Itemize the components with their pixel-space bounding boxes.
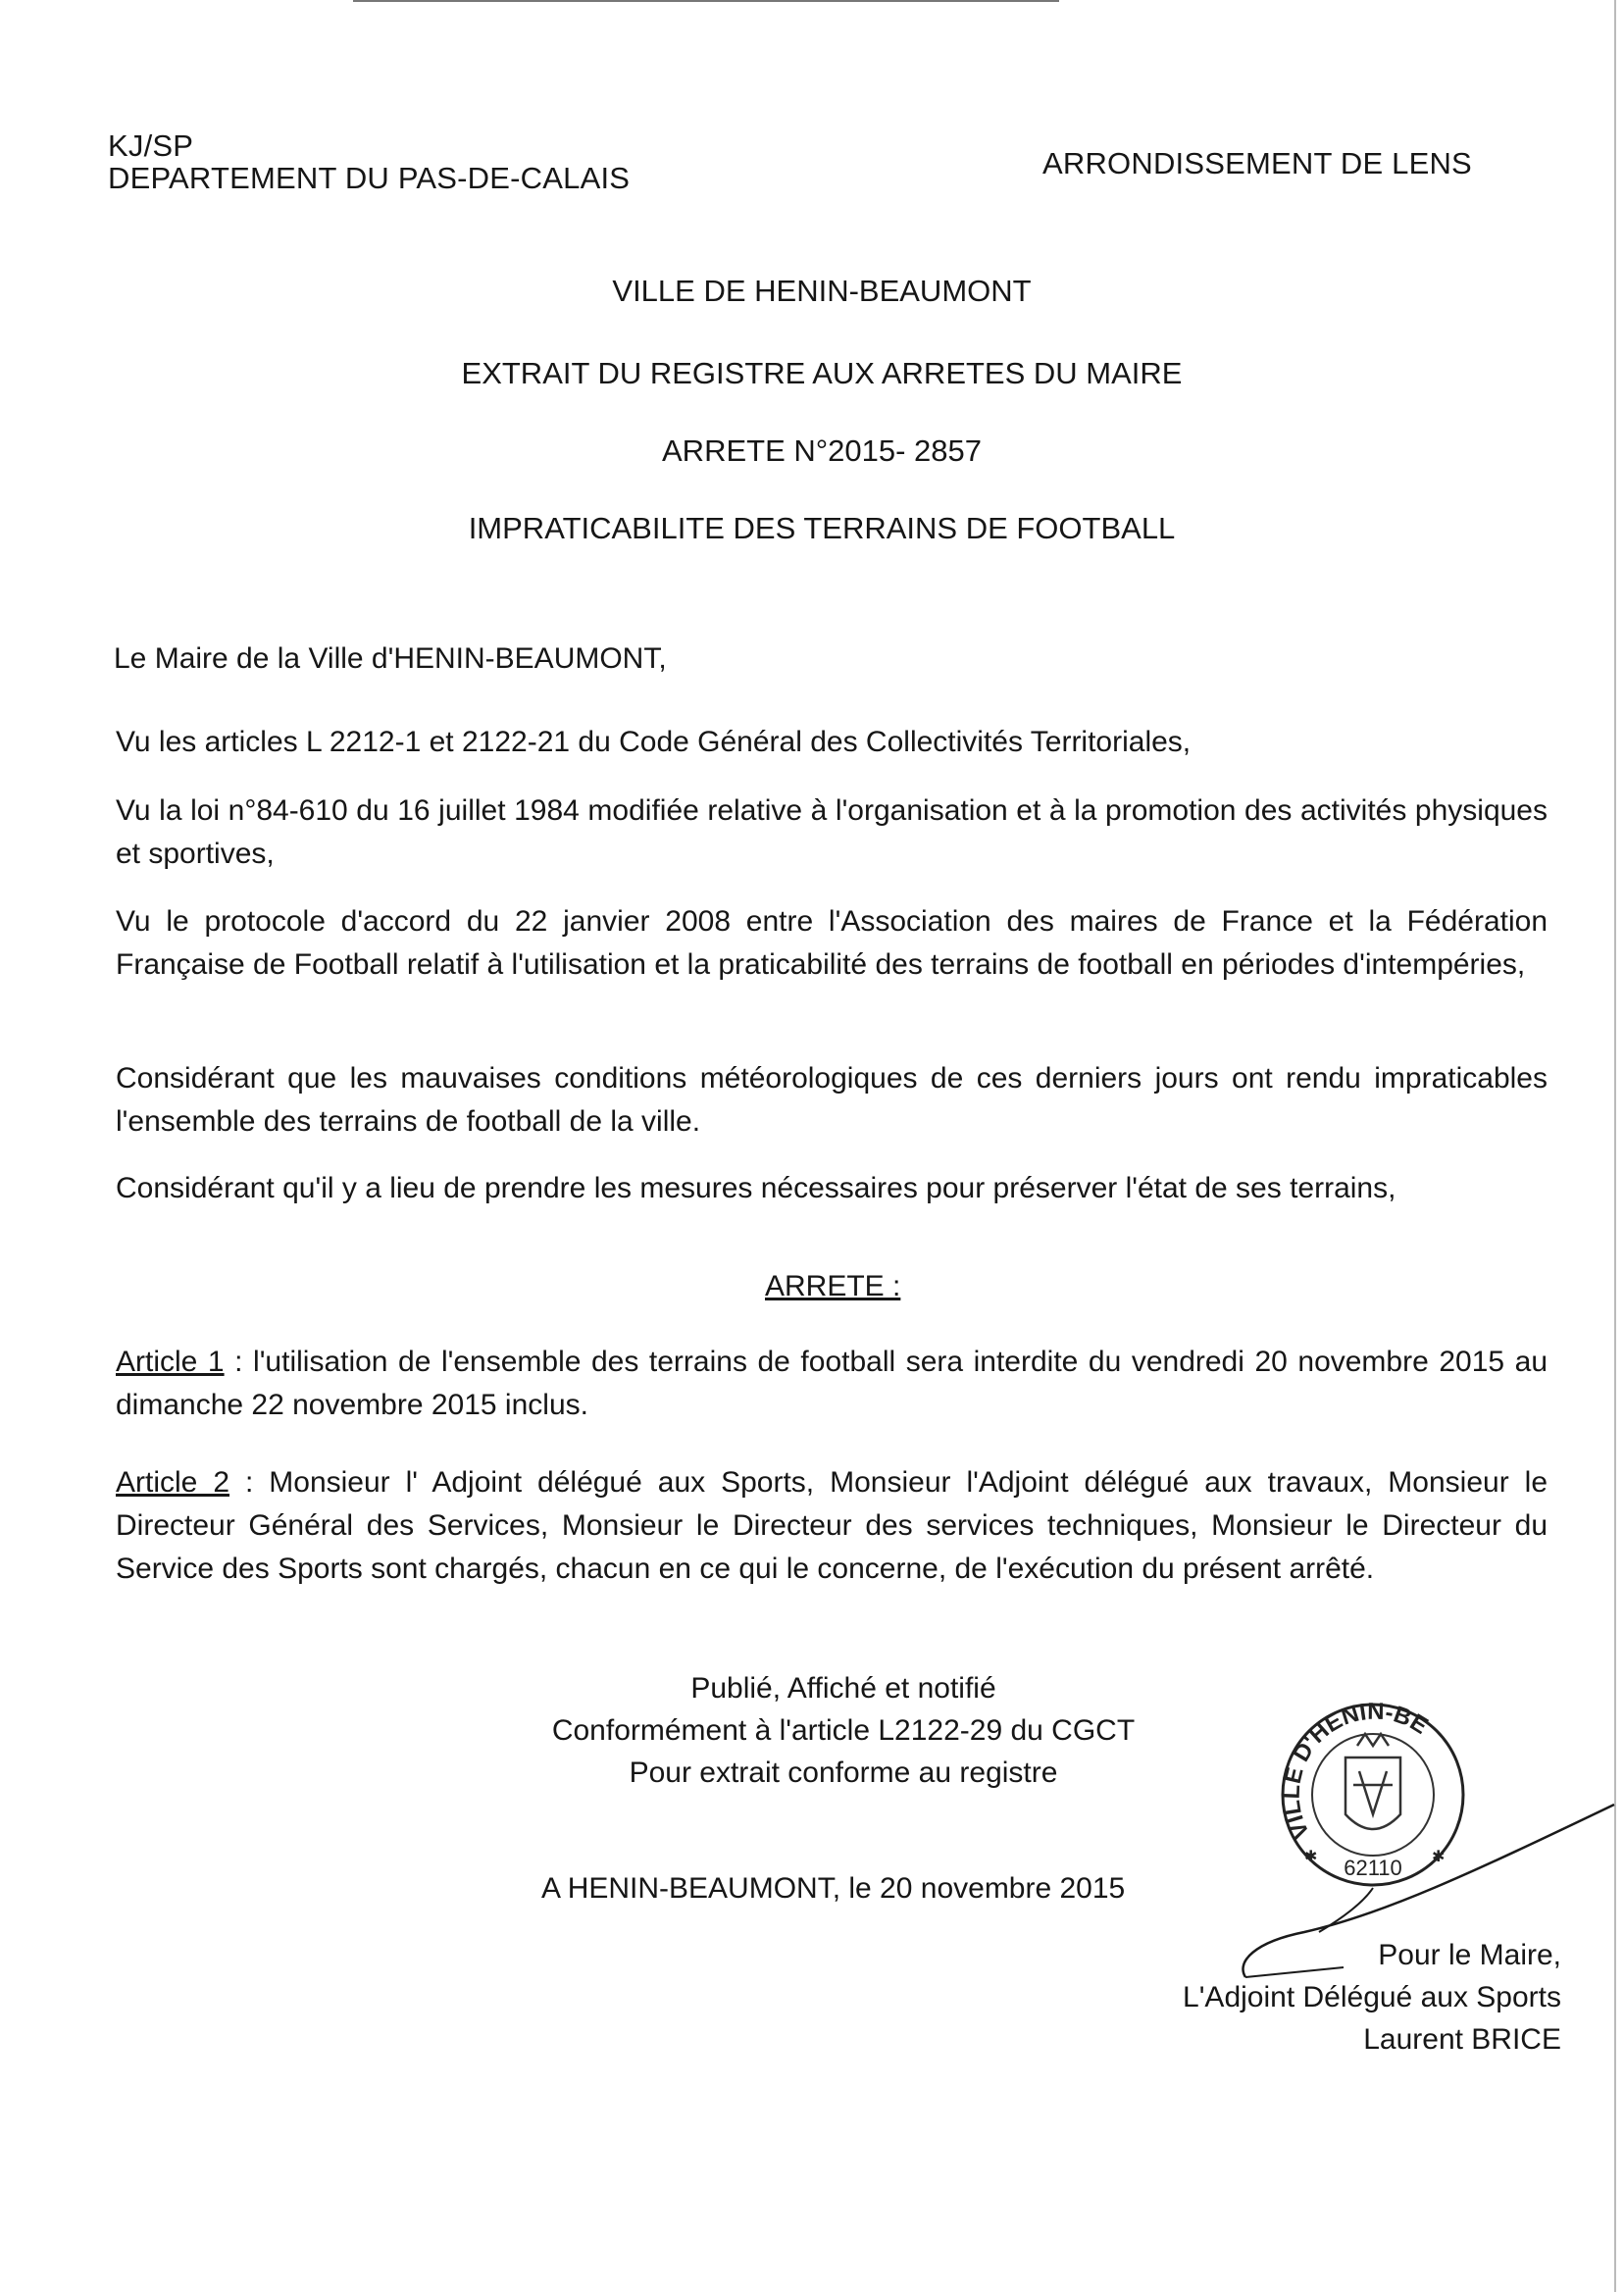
article-1-label: Article 1 xyxy=(116,1346,225,1378)
town-title: VILLE DE HENIN-BEAUMONT xyxy=(612,274,1032,308)
stamp-star-icon: ✱ xyxy=(1304,1849,1318,1865)
signature-block xyxy=(1051,1934,1561,2061)
scan-artifact-top xyxy=(353,0,1059,2)
signature-line-3: Laurent BRICE xyxy=(1363,2023,1561,2056)
article-1-text: : l'utilisation de l'ensemble des terrains de football sera interdite du vendredi 20 novembre 2015 au dimanche 22 novembre 2015 inclus. xyxy=(116,1346,1548,1421)
article-2-label: Article 2 xyxy=(116,1466,230,1499)
article-2 xyxy=(116,1461,1548,1591)
decree-subject: IMPRATICABILITE DES TERRAINS DE FOOTBALL xyxy=(468,511,1176,545)
signature-line-2: L'Adjoint Délégué aux Sports xyxy=(1183,1981,1561,2013)
article-2-text: : Monsieur l' Adjoint délégué aux Sports, Monsieur l'Adjoint délégué aux travaux, Monsieur le Directeur Général des Services, Monsieur le Directeur des services techniques, Monsieur le Directeur du Service des Sports sont chargés, chacun en ce qui le concerne, de l'exécution du présent arrêté. xyxy=(116,1466,1548,1585)
mayor-intro: Le Maire de la Ville d'HENIN-BEAUMONT, xyxy=(114,642,667,675)
stamp-ring-text: VILLE D'HENIN-BE xyxy=(1278,1698,1433,1844)
arrondissement-label: ARRONDISSEMENT DE LENS xyxy=(1042,146,1472,180)
stamp-postcode: 62110 xyxy=(1344,1856,1402,1880)
article-1 xyxy=(116,1341,1548,1427)
reference-code: KJ/SP xyxy=(108,128,194,163)
department-label: DEPARTEMENT DU PAS-DE-CALAIS xyxy=(108,161,631,195)
consideration-2: Vu la loi n°84-610 du 16 juillet 1984 modifiée relative à l'organisation et à la promotion des activités physiques et sportives, xyxy=(116,794,1548,870)
decree-heading: ARRETE : xyxy=(765,1270,901,1302)
publication-line-2: Conformément à l'article L2122-29 du CGCT xyxy=(551,1714,1136,1747)
publication-line-3: Pour extrait conforme au registre xyxy=(629,1757,1058,1789)
signature-line-1: Pour le Maire, xyxy=(1378,1939,1561,1971)
consideration-4: Considérant que les mauvaises conditions météorologiques de ces derniers jours ont rendu impraticables l'ensemble des terrains de football de la ville. xyxy=(116,1062,1548,1138)
decree-number: ARRETE N°2015- 2857 xyxy=(662,433,982,468)
consideration-3: Vu le protocole d'accord du 22 janvier 2008 entre l'Association des maires de France et la Fédération Française de Football relatif à l'utilisation et la praticabilité des terrains de football en périodes d'intempéries, xyxy=(116,905,1548,981)
consideration-1: Vu les articles L 2212-1 et 2122-21 du Code Général des Collectivités Territoriales, xyxy=(116,726,1192,758)
consideration-5: Considérant qu'il y a lieu de prendre les mesures nécessaires pour préserver l'état de ses terrains, xyxy=(116,1172,1396,1204)
publication-block xyxy=(490,1667,1196,1794)
register-title: EXTRAIT DU REGISTRE AUX ARRETES DU MAIRE xyxy=(461,356,1183,390)
place-date: A HENIN-BEAUMONT, le 20 novembre 2015 xyxy=(541,1872,1126,1905)
publication-line-1: Publié, Affiché et notifié xyxy=(690,1672,996,1705)
stamp-star-icon: ✱ xyxy=(1432,1849,1446,1865)
